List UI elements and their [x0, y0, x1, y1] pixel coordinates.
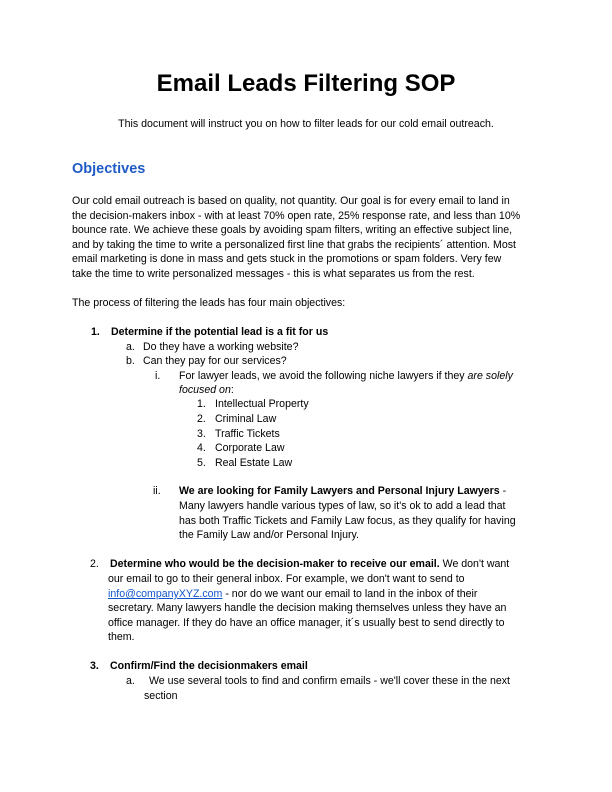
paragraph-line: and by taking the time to write a personalized first line that grabs the recipients´ attention. Most	[72, 239, 516, 251]
niche-item: Corporate Law	[215, 442, 285, 454]
item3a-marker: a.	[126, 675, 135, 687]
niche-item: Criminal Law	[215, 413, 277, 425]
process-intro: The process of filtering the leads has four main objectives:	[72, 297, 346, 309]
item2-line: our email to go to their general inbox. For example, we don't want to send to	[108, 573, 465, 585]
item2-number: 2.	[90, 558, 99, 570]
niche-item: Traffic Tickets	[215, 428, 280, 440]
item1bi-marker: i.	[155, 370, 161, 382]
item1bi-italic: are solely	[467, 370, 513, 382]
item1bii-line: the Family Law and/or Personal Injury.	[179, 529, 359, 541]
paragraph-line: bounce rate. We achieve these goals by avoiding spam filters, writing an effective subject line,	[72, 224, 513, 236]
niche-number: 5.	[197, 457, 206, 469]
colon: :	[230, 384, 234, 396]
item2-line	[108, 587, 477, 601]
item1bii-marker: ii.	[153, 485, 161, 497]
item1bi-plain: For lawyer leads, we avoid the following niche lawyers if they	[179, 370, 468, 382]
item3a-line: We use several tools to find and confirm emails - we'll cover these in the next	[149, 675, 511, 687]
item2-rest: We don't want	[439, 558, 510, 570]
item1bii-bold: We are looking for Family Lawyers and Personal Injury Lawyers	[179, 485, 500, 497]
item1bii-heading	[179, 484, 506, 498]
item1-number: 1.	[91, 326, 100, 338]
item1bi-italic2: focused on	[179, 384, 231, 396]
item1bii-line: has both Traffic Tickets and Family Law focus, as they qualify for having	[179, 515, 516, 527]
item2-line: office manager. If they do have an office manager, it´s usually best to send directly to	[108, 617, 505, 629]
paragraph-line: take the time to write personalized messages - this is what separates us from the rest.	[72, 268, 475, 280]
email-link[interactable]: info@companyXYZ.com	[108, 588, 223, 600]
paragraph-line: email marketing is done in mass and gets stuck in the promotions or spam folders. Very few	[72, 253, 502, 265]
item2-line: them.	[108, 631, 135, 643]
item1bii-line: Many lawyers handle various types of law, so it's ok to add a lead that	[179, 500, 506, 512]
niche-item: Real Estate Law	[215, 457, 293, 469]
document-title: Email Leads Filtering SOP	[156, 70, 456, 97]
niche-item: Intellectual Property	[215, 398, 309, 410]
dash: -	[499, 485, 507, 497]
objectives-heading: Objectives	[72, 161, 146, 177]
item1-title: Determine if the potential lead is a fit for us	[111, 326, 329, 338]
item2-line-rest: - nor do we want our email to land in the inbox of their	[222, 588, 478, 600]
item1bi-text-cont	[179, 383, 234, 397]
item2-first-line	[110, 557, 509, 571]
paragraph-line: Our cold email outreach is based on quality, not quantity. Our goal is for every email to land in	[72, 195, 510, 207]
item1b-text: Can they pay for our services?	[143, 355, 287, 367]
item3-number: 3.	[90, 660, 99, 672]
item2-line: secretary. Many lawyers handle the decision making themselves unless they have an	[108, 602, 507, 614]
niche-number: 2.	[197, 413, 206, 425]
item3a-line: section	[144, 690, 178, 702]
item1a-marker: a.	[126, 341, 135, 353]
item1a-text: Do they have a working website?	[143, 341, 299, 353]
item2-bold: Determine who would be the decision-maker to receive our email.	[110, 558, 440, 570]
niche-number: 4.	[197, 442, 206, 454]
item1b-marker: b.	[126, 355, 135, 367]
niche-number: 1.	[197, 398, 206, 410]
document-subtitle: This document will instruct you on how to filter leads for our cold email outreach.	[118, 118, 494, 130]
item3-title: Confirm/Find the decisionmakers email	[110, 660, 308, 672]
item1bi-text	[179, 369, 513, 383]
niche-number: 3.	[197, 428, 206, 440]
paragraph-line: the decision-makers inbox - with at least 70% open rate, 25% response rate, and less than 10%	[72, 210, 521, 222]
